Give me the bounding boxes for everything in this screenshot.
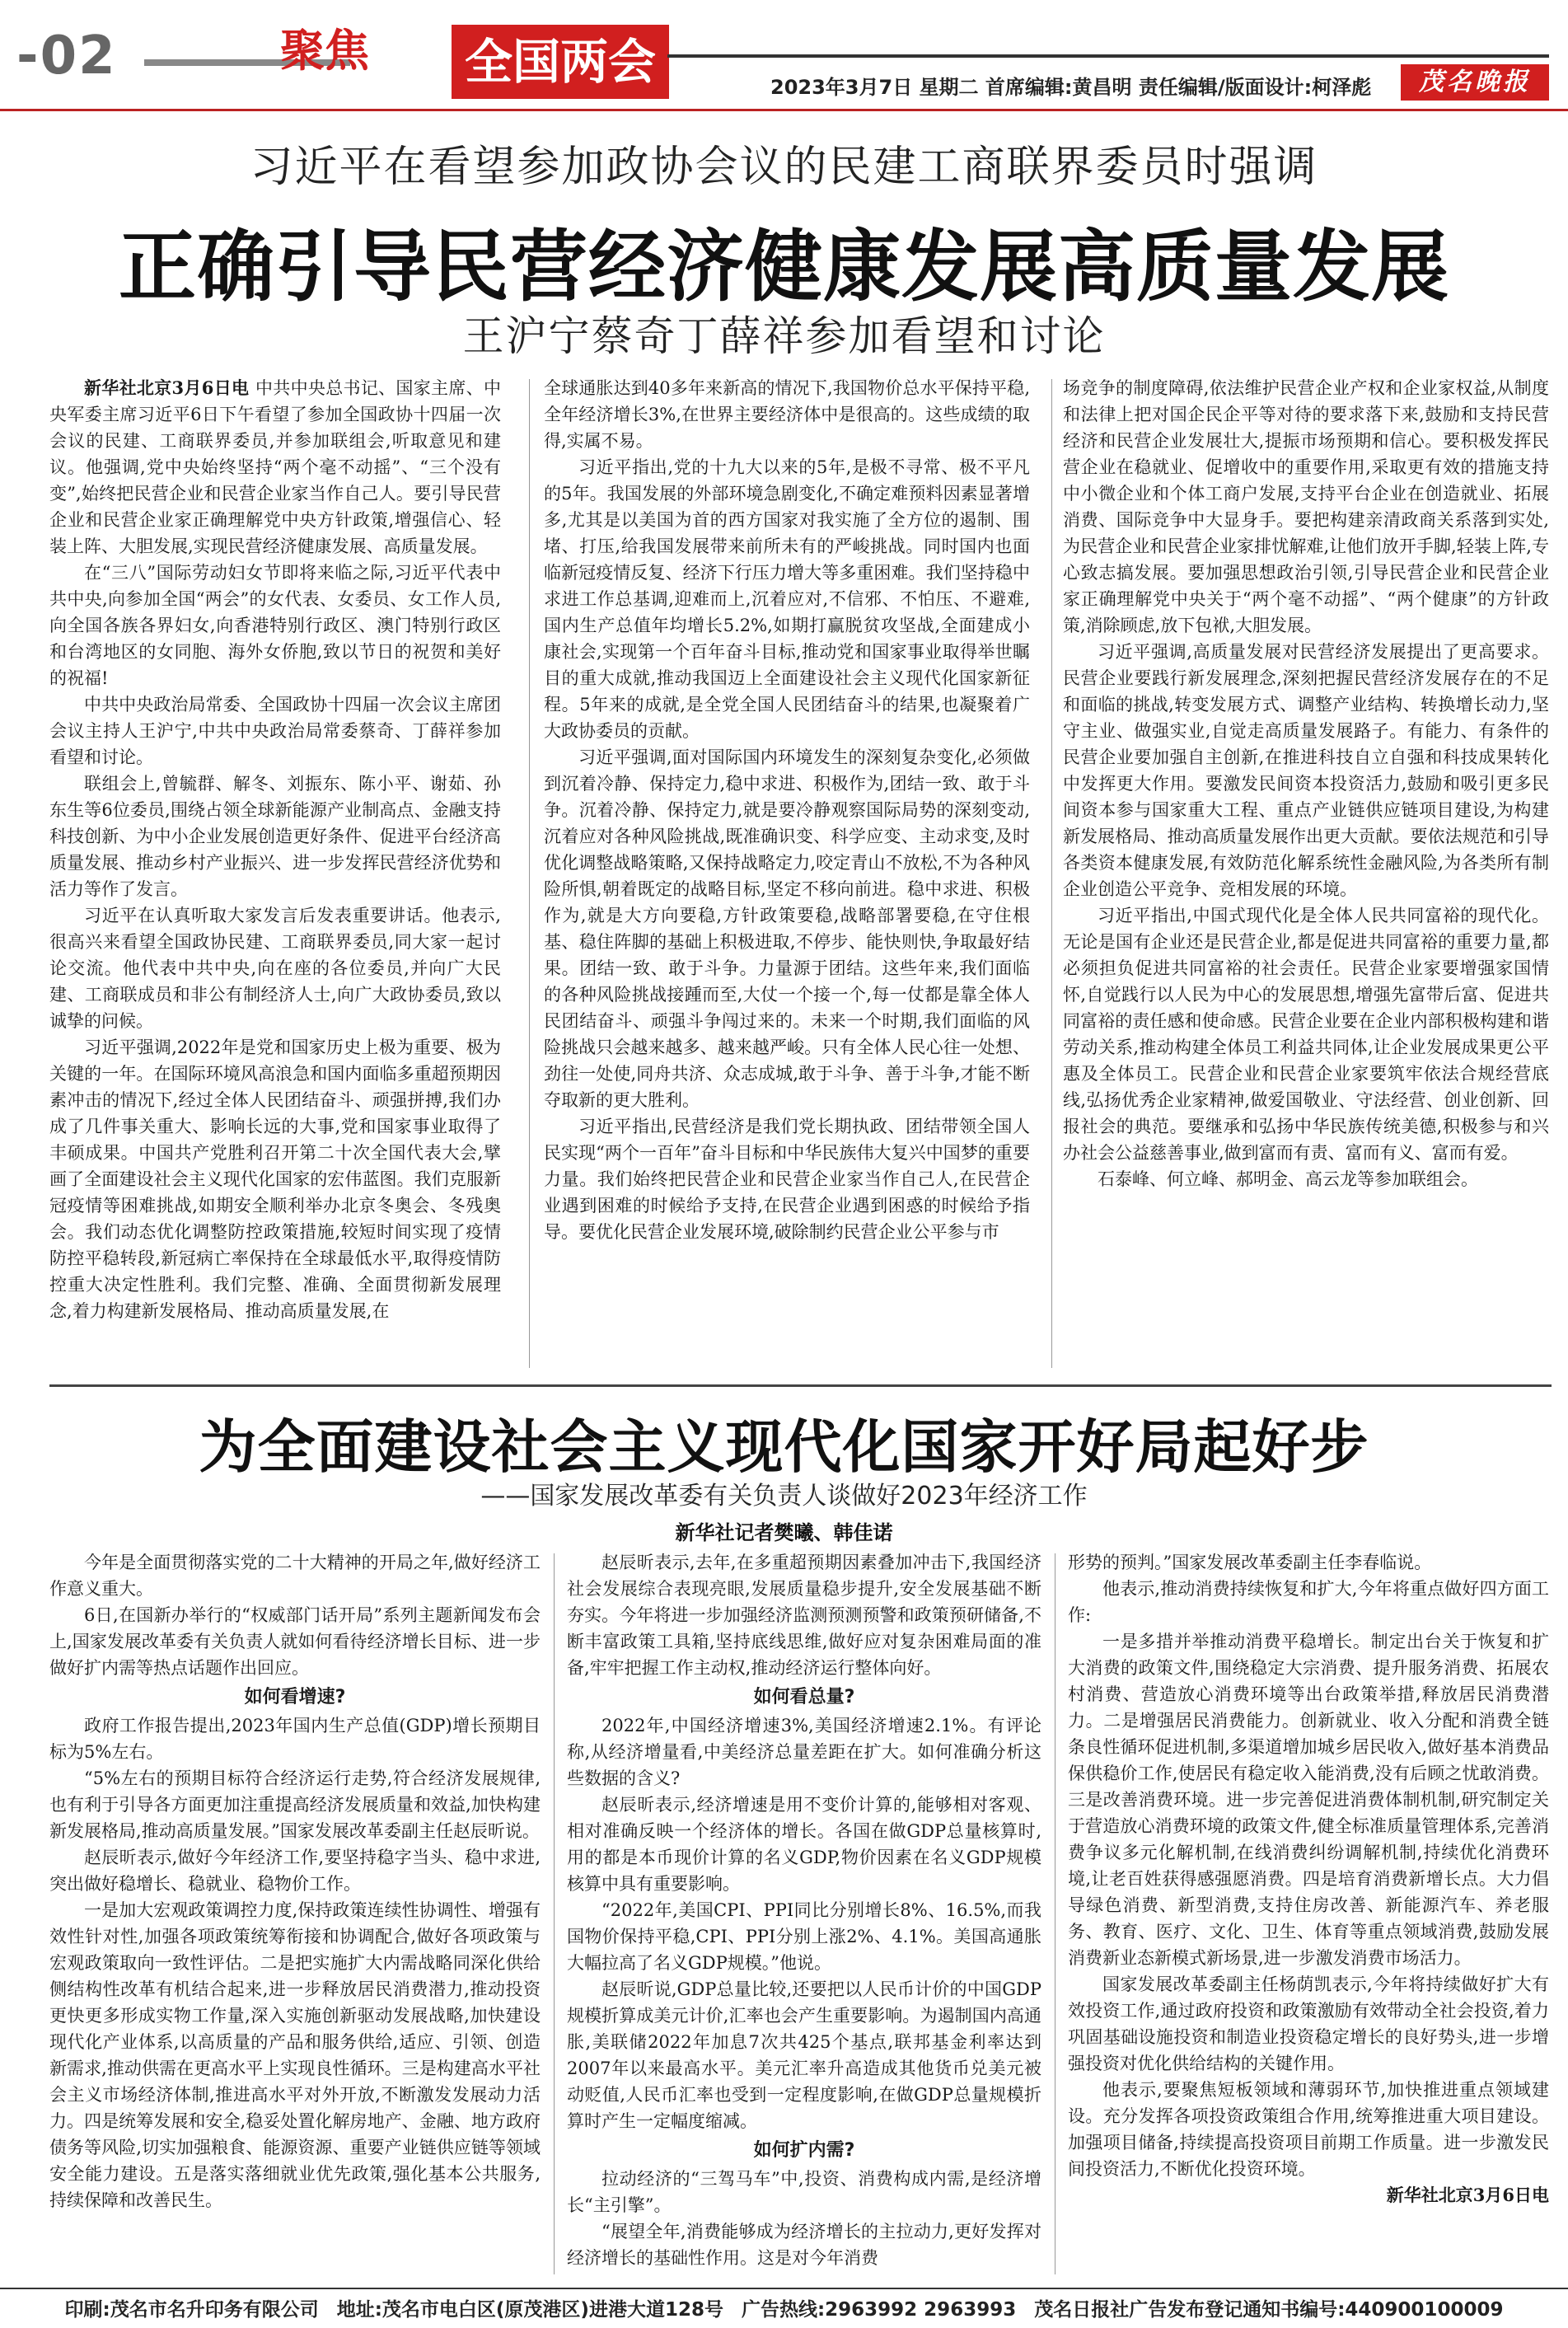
paragraph bbox=[1068, 2182, 1549, 2209]
paragraph bbox=[567, 1549, 1041, 1681]
paragraph-text: 联组会上,曾毓群、解冬、刘振东、陈小平、谢茹、孙东生等6位委员,围绕占领全球新能源产业制高点、金融支持科技创新、为中小企业发展创造更好条件、促进平台经济高质量发展、推动乡村产业振兴、进一步发挥民营经济优势和活力等作了发言。 bbox=[49, 774, 501, 899]
paragraph bbox=[567, 1897, 1041, 1976]
footer-printer: 印刷:茂名市名升印务有限公司 bbox=[64, 2299, 319, 2321]
paragraph-text: 拉动经济的“三驾马车”中,投资、消费构成内需,是经济增长“主引擎”。 bbox=[567, 2169, 1041, 2215]
paragraph bbox=[49, 691, 501, 771]
paragraph bbox=[544, 744, 1030, 1113]
paragraph bbox=[49, 375, 501, 560]
footer-address: 地址:茂名市电白区(原茂港区)进港大道128号 bbox=[336, 2299, 723, 2321]
page-number: -02 bbox=[16, 26, 117, 87]
footer bbox=[0, 2294, 1568, 2326]
article1-title: 正确引导民营经济健康发展高质量发展 bbox=[118, 222, 1449, 312]
section-kicker-focus: 聚焦 bbox=[280, 24, 369, 77]
paragraph-text: 2022年,中国经济增速3%,美国经济增速2.1%。有评论称,从经济增量看,中美经济总量差距在扩大。如何准确分析这些数据的含义? bbox=[567, 1716, 1041, 1788]
article2-byline: 新华社记者樊曦、韩佳诺 bbox=[675, 1521, 893, 1544]
footer-rule bbox=[0, 2288, 1568, 2289]
paragraph-text: 他表示,推动消费持续恢复和扩大,今年将重点做好四方面工作: bbox=[1068, 1579, 1549, 1625]
paragraph bbox=[1063, 1166, 1549, 1192]
paragraph bbox=[49, 1034, 501, 1324]
paragraph-text: 他表示,要聚焦短板领域和薄弱环节,加快推进重点领域建设。充分发挥各项投资政策组合作用,统筹推进重大项目建设。加强项目储备,持续提高投资项目前期工作质量。进一步激发民间投资活力,不断优化投资环境。 bbox=[1068, 2080, 1549, 2179]
paragraph bbox=[49, 771, 501, 902]
section-kicker-two-sessions: 全国两会 bbox=[452, 25, 669, 99]
paragraph bbox=[567, 2166, 1041, 2218]
section-heading: 如何扩内需? bbox=[753, 2140, 855, 2161]
paragraph bbox=[49, 1549, 541, 1602]
column-rule bbox=[554, 1553, 555, 2274]
paragraph-text: 新华社北京3月6日电 bbox=[1386, 2185, 1549, 2205]
paragraph-text: 习近平强调,2022年是党和国家历史上极为重要、极为关键的一年。在国际环境风高浪急和国内面临多重超预期因素冲击的情况下,经过全体人民团结奋斗、顽强拼搏,我们办成了几件事关重大、影响长远的大事,党和国家事业取得了丰硕成果。中国共产党胜利召开第二十次全国代表大会,擘画了全面建设社会主义现代化国家的宏伟蓝图。我们克服新冠疫情等困难挑战,如期安全顺利举办北京冬奥会、冬残奥会。我们动态优化调整防控政策措施,较短时间实现了疫情防控平稳转段,新冠病亡率保持在全球最低水平,取得疫情防控重大决定性胜利。我们完整、准确、全面贯彻新发展理念,着力构建新发展格局、推动高质量发展,在 bbox=[49, 1038, 501, 1321]
column-rule bbox=[1051, 379, 1052, 1368]
paragraph-text: 石泰峰、何立峰、郝明金、高云龙等参加联组会。 bbox=[1098, 1169, 1478, 1189]
article2-subtitle: ——国家发展改革委有关负责人谈做好2023年经济工作 bbox=[480, 1482, 1088, 1511]
paragraph-text: 习近平指出,民营经济是我们党长期执政、团结带领全国人民实现“两个一百年”奋斗目标和中华民族伟大复兴中国梦的重要力量。我们始终把民营企业和民营企业家当作自己人,在民营企业遇到困难的时候给予支持,在民营企业遇到困惑的时候给予指导。要优化民营企业发展环境,破除制约民营企业公平参与市 bbox=[544, 1117, 1030, 1242]
paragraph-text: 今年是全面贯彻落实党的二十大精神的开局之年,做好经济工作意义重大。 bbox=[49, 1553, 541, 1599]
paragraph bbox=[567, 1792, 1041, 1897]
masthead-divider bbox=[0, 109, 1568, 111]
paragraph-text: 全球通胀达到40多年来新高的情况下,我国物价总水平保持平稳,全年经济增长3%,在世界主要经济体中是很高的。这些成绩的取得,实属不易。 bbox=[544, 378, 1030, 451]
paragraph-text: 一是加大宏观政策调控力度,保持政策连续性协调性、增强有效性针对性,加强各项政策统筹衔接和协调配合,做好各项政策与宏观政策取向一致性评估。二是把实施扩大内需战略同深化供给侧结构性改革有机结合起来,进一步释放居民消费潜力,推动投资更快更多形成实物工作量,深入实施创新驱动发展战略,加快建设现代化产业体系,以高质量的产品和服务供给,适应、引领、创造新需求,推动供需在更高水平上实现良性循环。三是构建高水平社会主义市场经济体制,推进高水平对外开放,不断激发发展动力活力。四是统筹发展和安全,稳妥处置化解房地产、金融、地方政府债务等风险,切实加强粮食、能源资源、重要产业链供应链等领域安全能力建设。五是落实落细就业优先政策,强化基本公共服务,持续保障和改善民生。 bbox=[49, 1900, 541, 2210]
paragraph-text: 在“三八”国际劳动妇女节即将来临之际,习近平代表中共中央,向参加全国“两会”的女代表、女委员、女工作人员,向全国各族各界妇女,向香港特别行政区、澳门特别行政区和台湾地区的女同胞、海外女侨胞,致以节日的祝贺和美好的祝福! bbox=[49, 563, 501, 688]
paragraph-text: 政府工作报告提出,2023年国内生产总值(GDP)增长预期目标为5%左右。 bbox=[49, 1716, 541, 1762]
article-separator bbox=[49, 1384, 1552, 1387]
paragraph bbox=[49, 902, 501, 1034]
paragraph bbox=[1068, 1628, 1549, 1971]
paragraph bbox=[544, 1113, 1030, 1245]
section-heading: 如何看增速? bbox=[244, 1687, 346, 1707]
paragraph-text: 形势的预判。”国家发展改革委副主任李春临说。 bbox=[1068, 1553, 1432, 1572]
paragraph-text: 中共中央总书记、国家主席、中央军委主席习近平6日下午看望了参加全国政协十四届一次会议的民建、工商联界委员,并参加联组会,听取意见和建议。他强调,党中央始终坚持“两个毫不动摇”、“三个没有变”,始终把民营企业和民营企业家当作自己人。要引导民营企业和民营企业家正确理解党中央方针政策,增强信心、轻装上阵、大胆发展,实现民营经济健康发展、高质量发展。 bbox=[49, 378, 501, 556]
paragraph-text: 习近平在认真听取大家发言后发表重要讲话。他表示,很高兴来看望全国政协民建、工商联界委员,同大家一起讨论交流。他代表中共中央,向在座的各位委员,并向广大民建、工商联成员和非公有制经济人士,向广大政协委员,致以诚挚的问候。 bbox=[49, 906, 501, 1031]
paragraph-text: “展望全年,消费能够成为经济增长的主拉动力,更好发挥对经济增长的基础性作用。这是对今年消费 bbox=[567, 2222, 1041, 2268]
paragraph-text: 习近平强调,高质量发展对民营经济发展提出了更高要求。民营企业要践行新发展理念,深刻把握民营经济发展存在的不足和面临的挑战,转变发展方式、调整产业结构、转换增长动力,坚守主业、做强实业,自觉走高质量发展路子。有能力、有条件的民营企业要加强自主创新,在推进科技自立自强和科技成果转化中发挥更大作用。要激发民间资本投资活力,鼓励和吸引更多民间资本参与国家重大工程、重点产业链供应链项目建设,为构建新发展格局、推动高质量发展作出更大贡献。要依法规范和引导各类资本健康发展,有效防范化解系统性金融风险,为各类所有制企业创造公平竞争、竞相发展的环境。 bbox=[1063, 642, 1549, 899]
footer-ad-hotline: 广告热线:2963992 2963993 bbox=[741, 2299, 1017, 2321]
paragraph bbox=[1068, 1971, 1549, 2077]
paragraph bbox=[1063, 639, 1549, 902]
paragraph bbox=[1068, 2077, 1549, 2182]
paragraph-text: 赵辰昕表示,做好今年经济工作,要坚持稳字当头、稳中求进,突出做好稳增长、稳就业、稳物价工作。 bbox=[49, 1848, 541, 1894]
article1-column-2 bbox=[544, 375, 1030, 1374]
paragraph bbox=[544, 454, 1030, 744]
paragraph-text: 场竞争的制度障碍,依法维护民营企业产权和企业家权益,从制度和法律上把对国企民企平等对待的要求落下来,鼓励和支持民营经济和民营企业发展壮大,提振市场预期和信心。要积极发挥民营企业在稳就业、促增收中的重要作用,采取更有效的措施支持中小微企业和个体工商户发展,支持平台企业在创造就业、拓展消费、国际竞争中大显身手。要把构建亲清政商关系落到实处,为民营企业和民营企业家排忧解难,让他们放开手脚,轻装上阵,专心致志搞发展。要加强思想政治引领,引导民营企业和民营企业家正确理解党中央关于“两个毫不动摇”、“两个健康”的方针政策,消除顾虑,放下包袱,大胆发展。 bbox=[1063, 378, 1549, 635]
footer-registration: 茂名日报社广告发布登记通知书编号:440900100009 bbox=[1034, 2299, 1504, 2321]
paragraph-text: 国家发展改革委副主任杨荫凯表示,今年将持续做好扩大有效投资工作,通过政府投资和政策激励有效带动全社会投资,着力巩固基础设施投资和制造业投资稳定增长的良好势头,进一步增强投资对优化供给结构的关键作用。 bbox=[1068, 1974, 1549, 2073]
paragraph-text: “5%左右的预期目标符合经济运行走势,符合经济发展规律,也有利于引导各方面更加注重提高经济发展质量和效益,加快构建新发展格局,推动高质量发展。”国家发展改革委副主任赵辰昕说。 bbox=[49, 1768, 541, 1841]
paragraph bbox=[1063, 375, 1549, 639]
paragraph-text: 6日,在国新办举行的“权威部门话开局”系列主题新闻发布会上,国家发展改革委有关负责人就如何看待经济增长目标、进一步做好扩内需等热点话题作出回应。 bbox=[49, 1605, 541, 1678]
paragraph bbox=[49, 1602, 541, 1681]
article1-intro-head: 习近平在看望参加政协会议的民建工商联界委员时强调 bbox=[250, 143, 1318, 192]
newspaper-logo: 茂名晚报 bbox=[1401, 64, 1549, 101]
article2-title: 为全面建设社会主义现代化国家开好局起好步 bbox=[199, 1413, 1369, 1481]
paragraph bbox=[49, 1844, 541, 1897]
paragraph-text: 习近平强调,面对国际国内环境发生的深刻复杂变化,必须做到沉着冷静、保持定力,稳中求进、积极作为,团结一致、敢于斗争。沉着冷静、保持定力,就是要冷静观察国际局势的深刻变动,沉着应对各种风险挑战,既准确识变、科学应变、主动求变,及时优化调整战略策略,又保持战略定力,咬定青山不放松,不为各种风险所惧,朝着既定的战略目标,坚定不移向前进。稳中求进、积极作为,就是大方向要稳,方针政策要稳,战略部署要稳,在守住根基、稳住阵脚的基础上积极进取,不停步、能快则快,争取最好结果。团结一致、敢于斗争。力量源于团结。这些年来,我们面临的各种风险挑战接踵而至,大仗一个接一个,每一仗都是靠全体人民团结奋斗、顽强斗争闯过来的。未来一个时期,我们面临的风险挑战只会越来越多、越来越严峻。只有全体人民心往一处想、劲往一处使,同舟共济、众志成城,敢于斗争、善于斗争,才能不断夺取新的更大胜利。 bbox=[544, 747, 1030, 1110]
paragraph bbox=[1068, 1549, 1549, 1576]
article1-column-1 bbox=[49, 375, 501, 1374]
paragraph-text: “2022年,美国CPI、PPI同比分别增长8%、16.5%,而我国物价保持平稳,CPI、PPI分别上涨2%、4.1%。美国高通胀大幅拉高了名义GDP规模。”他说。 bbox=[567, 1900, 1041, 1973]
column-rule bbox=[529, 379, 530, 1368]
article2-column-1 bbox=[49, 1549, 541, 2274]
article1-subtitle: 王沪宁蔡奇丁薛祥参加看望和讨论 bbox=[462, 312, 1106, 360]
article2-column-2 bbox=[567, 1549, 1041, 2274]
paragraph bbox=[544, 375, 1030, 454]
paragraph-text: 一是多措并举推动消费平稳增长。制定出台关于恢复和扩大消费的政策文件,围绕稳定大宗消费、提升服务消费、拓展农村消费、营造放心消费环境等出台政策举措,释放居民消费潜力。二是增强居民消费能力。创新就业、收入分配和消费全链条良性循环促进机制,多渠道增加城乡居民收入,做好基本消费品保供稳价工作,使居民有稳定收入能消费,没有后顾之忧敢消费。三是改善消费环境。进一步完善促进消费体制机制,研究制定关于营造放心消费环境的政策文件,健全标准质量管理体系,完善消费争议多元化解机制,在线消费纠纷调解机制,持续优化消费环境,让老百姓获得感强愿消费。四是培育消费新增长点。大力倡导绿色消费、新型消费,支持住房改善、新能源汽车、养老服务、教育、医疗、文化、卫生、体育等重点领域消费,鼓励发展消费新业态新模式新场景,进一步激发消费市场活力。 bbox=[1068, 1632, 1549, 1968]
dateline: 2023年3月7日 星期二 首席编辑:黄昌明 责任编辑/版面设计:柯泽彪 bbox=[770, 76, 1372, 99]
paragraph bbox=[49, 560, 501, 691]
paragraph-text: 习近平指出,中国式现代化是全体人民共同富裕的现代化。无论是国有企业还是民营企业,都是促进共同富裕的重要力量,都必须担负促进共同富裕的社会责任。民营企业家要增强家国情怀,自觉践行以人民为中心的发展思想,增强先富带后富、促进共同富裕的责任感和使命感。民营企业要在企业内部积极构建和谐劳动关系,推动构建全体员工利益共同体,让企业发展成果更公平惠及全体员工。民营企业和民营企业家要筑牢依法合规经营底线,弘扬优秀企业家精神,做爱国敬业、守法经营、创业创新、回报社会的典范。要继承和弘扬中华民族传统美德,积极参与和兴办社会公益慈善事业,做到富而有责、富而有义、富而有爱。 bbox=[1063, 906, 1549, 1163]
paragraph bbox=[567, 1976, 1041, 2134]
paragraph-text: 赵辰昕表示,经济增速是用不变价计算的,能够相对客观、相对准确反映一个经济体的增长。各国在做GDP总量核算时,用的都是本币现价计算的名义GDP,物价因素在名义GDP规模核算中具有重要影响。 bbox=[567, 1795, 1041, 1894]
paragraph bbox=[1068, 1576, 1549, 1628]
paragraph bbox=[49, 1765, 541, 1844]
dateline-lead: 新华社北京3月6日电 bbox=[84, 377, 255, 398]
paragraph bbox=[567, 1712, 1041, 1792]
section-heading: 如何看总量? bbox=[753, 1687, 855, 1707]
paragraph bbox=[1063, 902, 1549, 1166]
article2-column-3 bbox=[1068, 1549, 1549, 2274]
paragraph-text: 习近平指出,党的十九大以来的5年,是极不寻常、极不平凡的5年。我国发展的外部环境急剧变化,不确定难预料因素显著增多,尤其是以美国为首的西方国家对我实施了全方位的遏制、围堵、打压,给我国发展带来前所未有的严峻挑战。同时国内也面临新冠疫情反复、经济下行压力增大等多重困难。我们坚持稳中求进工作总基调,迎难而上,沉着应对,不信邪、不怕压、不避难,国内生产总值年均增长5.2%,如期打赢脱贫攻坚战,全面建成小康社会,实现第一个百年奋斗目标,推动党和国家事业取得举世瞩目的重大成就,推动我国迈上全面建设社会主义现代化国家新征程。5年来的成就,是全党全国人民团结奋斗的结果,也凝聚着广大政协委员的贡献。 bbox=[544, 457, 1030, 741]
paragraph bbox=[49, 1897, 541, 2213]
paragraph bbox=[49, 1712, 541, 1765]
paragraph-text: 赵辰昕说,GDP总量比较,还要把以人民币计价的中国GDP规模折算成美元计价,汇率也会产生重要影响。为遏制国内高通胀,美联储2022年加息7次共425个基点,联邦基金利率达到2007年以来最高水平。美元汇率升高造成其他货币兑美元被动贬值,人民币汇率也受到一定程度影响,在做GDP总量规模折算时产生一定幅度缩减。 bbox=[567, 1979, 1041, 2131]
paragraph-text: 中共中央政治局常委、全国政协十四届一次会议主席团会议主持人王沪宁,中共中央政治局常委蔡奇、丁薛祥参加看望和讨论。 bbox=[49, 695, 501, 767]
masthead-rule-right bbox=[667, 54, 1549, 58]
paragraph-text: 赵辰昕表示,去年,在多重超预期因素叠加冲击下,我国经济社会发展综合表现亮眼,发展质量稳步提升,安全发展基础不断夯实。今年将进一步加强经济监测预测预警和政策预研储备,不断丰富政策工具箱,坚持底线思维,做好应对复杂困难局面的准备,牢牢把握工作主动权,推动经济运行整体向好。 bbox=[567, 1553, 1041, 1678]
article1-column-3 bbox=[1063, 375, 1549, 1374]
paragraph bbox=[567, 2218, 1041, 2271]
